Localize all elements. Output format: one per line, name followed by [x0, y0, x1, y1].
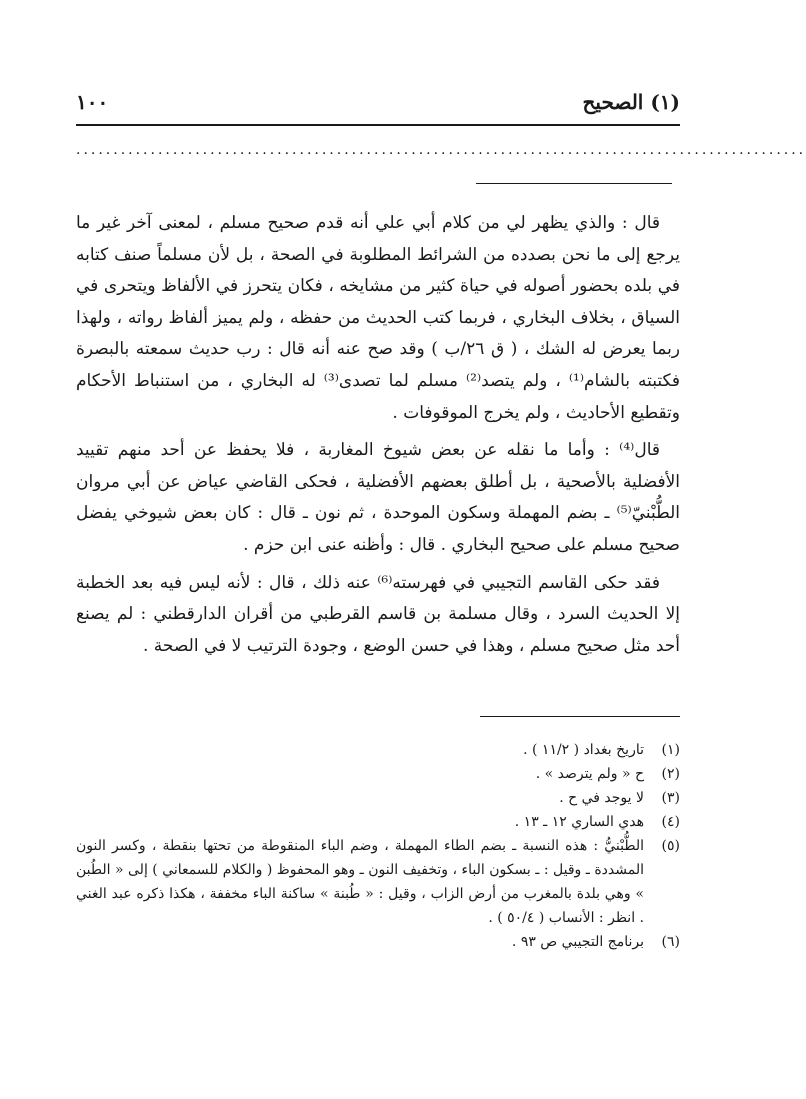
separator-rule: [476, 183, 672, 184]
footnote-number: (١): [661, 742, 680, 758]
page-header: [76, 88, 680, 126]
footnote-3: [76, 786, 680, 810]
footnote-5: [76, 834, 680, 930]
footnote-number: (٣): [661, 790, 680, 806]
footnote-number: (٤): [661, 814, 680, 830]
footnote-text: تاريخ بغداد ( ١١/٢ ) .: [523, 742, 644, 758]
footnote-rule: [480, 716, 680, 717]
footnote-4: [76, 810, 680, 834]
footnote-number: (٢): [661, 766, 680, 782]
footnote-number: (٦): [661, 934, 680, 950]
running-title: (١) الصحيح: [582, 90, 680, 114]
footnote-text: برنامج التجيبي ص ٩٣ .: [511, 934, 644, 950]
paragraph-3: فقد حكى القاسم التجيبي في فهرسته⁽⁶⁾ عنه ذلك ، قال : لأنه ليس فيه بعد الخطبة إلا الحديث السرد ، وقال مسلمة بن قاسم القرطبي من أقران الدارقطني : لم يصنع أحد مثل صحيح مسلم ، وهذا في حسن الوضع ، وجودة الترتيب لا في الصحة .: [76, 572, 680, 656]
main-text: [76, 208, 680, 668]
page-number: ١٠٠: [76, 90, 109, 114]
footnotes: [76, 738, 680, 954]
footnote-number: (٥): [661, 838, 680, 854]
paragraph-1: قال : والذي يظهر لي من كلام أبي علي أنه قدم صحيح مسلم ، لمعنى آخر غير ما يرجع إلى ما نحن بصدده من الشرائط المطلوبة في الصحة ، بل لأن مسلماً صنف كتابه في بلده بحضور أصوله في حياة كثير من مشايخه ، فكان يتحرز في الألفاظ ويتحرى في السياق ، بخلاف البخاري ، فربما كتب الحديث من حفظه ، ولم يميز ألفاظ رواته ، ولهذا ربما يعرض له الشك ، ( ق ٢٦/ب ) وقد صح عنه أنه قال : رب حديث سمعته بالبصرة فكتبته بالشام⁽¹⁾ ، ولم يتصد⁽²⁾ مسلم لما تصدى⁽³⁾ له البخاري ، من استنباط الأحكام وتقطيع الأحاديث ، ولم يخرج الموقوفات .: [76, 213, 681, 423]
footnote-text: هدي الساري ١٢ ـ ١٣ .: [514, 814, 644, 830]
footnote-6: [76, 930, 680, 954]
footnote-text: لا يوجد في ح .: [559, 790, 644, 806]
footnote-2: [76, 762, 680, 786]
footnote-text: ح « ولم يترصد » .: [535, 766, 644, 782]
dotted-separator: ..................................................................................................: [76, 142, 806, 158]
footnote-text: الطُّبْنيُّ : هذه النسبة ـ بضم الطاء المهملة ، وضم الباء المنقوطة من تحتها بنقطة ، وكسر النون المشددة ـ وقيل : ـ بسكون الباء ، وتخفيف النون ـ وهو المحفوظ ( والكلام للسمعاني ) إلى « الطُبن » وهي بلدة بالمغرب من أرض الزاب ، وقيل : « طُبنة » ساكنة الباء مخففة ، هكذا ذكره عبد الغني . انظر : الأنساب ( ٥٠/٤ ) .: [76, 838, 644, 926]
paragraph-2: قال⁽⁴⁾ : وأما ما نقله عن بعض شيوخ المغاربة ، فلا يحفظ عن أحد منهم تقييد الأفضلية بالأصحية ، بل أطلق بعضهم الأفضلية ، فحكى القاضي عياض عن أبي مروان الطُّبْنيّ⁽⁵⁾ ـ بضم المهملة وسكون الموحدة ، ثم نون ـ قال : كان بعض شيوخي يفضل صحيح مسلم على صحيح البخاري . قال : وأظنه عنى ابن حزم .: [76, 440, 680, 555]
footnote-1: [76, 738, 680, 762]
